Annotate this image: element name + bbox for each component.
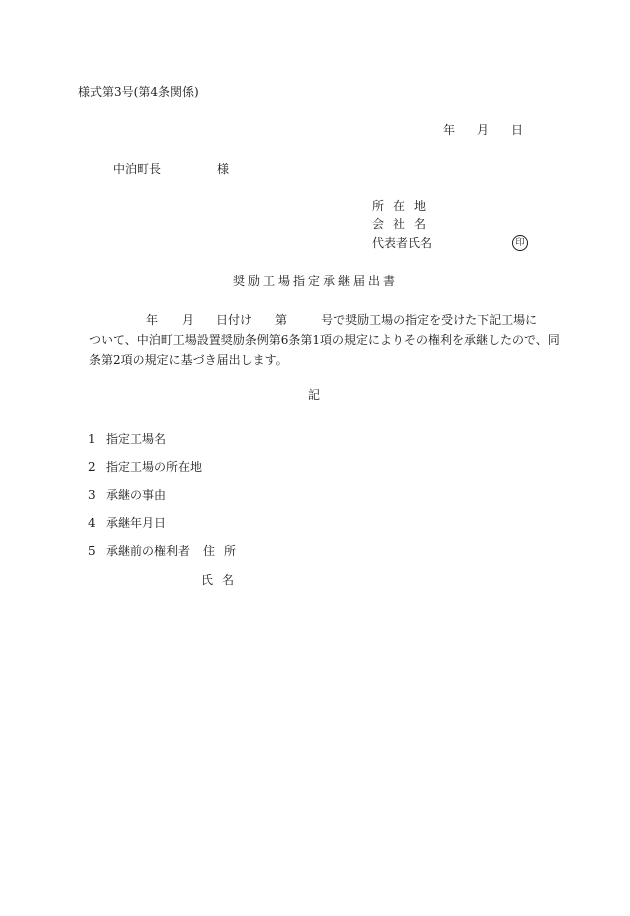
item-label: 指定工場名 [106, 432, 167, 446]
date-year: 年 [443, 123, 456, 137]
body-number-prefix: 第 [275, 313, 288, 327]
addressee-honorific: 様 [217, 162, 230, 176]
body-month: 月 [182, 313, 195, 327]
form-number: 様式第3号(第4条関係) [78, 85, 199, 99]
date-line [443, 122, 523, 138]
body-line-3: 条第2項の規定に基づき届出します。 [89, 353, 288, 367]
body-paragraph [89, 310, 560, 370]
item-number: 4 [88, 516, 96, 530]
applicant-representative-label: 代表者氏名 [372, 236, 433, 250]
item-number: 5 [88, 544, 96, 558]
body-number-suffix: 号で奨励工場の指定を受けた下記工場に [321, 313, 538, 327]
list-item [88, 487, 166, 503]
addressee-name: 中泊町長 [113, 162, 162, 176]
list-item [88, 543, 245, 559]
item-label: 指定工場の所在地 [106, 460, 203, 474]
document-title: 奨励工場指定承継届出書 [233, 274, 399, 288]
list-item [88, 515, 166, 531]
item-number: 3 [88, 488, 96, 502]
seal-mark: 印 [512, 235, 528, 251]
date-day: 日 [511, 123, 524, 137]
date-month: 月 [477, 123, 490, 137]
body-dated: 日付け [216, 313, 253, 327]
item-label: 承継年月日 [106, 516, 167, 530]
addressee [113, 161, 229, 177]
item-number: 2 [88, 460, 96, 474]
ki-heading: 記 [308, 388, 321, 402]
applicant-company-label: 会社名 [372, 217, 436, 231]
list-item [88, 431, 166, 447]
body-line-2: ついて、中泊町工場設置奨励条例第6条第1項の規定によりその権利を承継したので、同 [89, 333, 560, 347]
item5-name-label: 氏名 [201, 573, 244, 587]
body-line-1 [92, 310, 554, 330]
list-item [88, 459, 202, 475]
item-label: 承継の事由 [106, 488, 167, 502]
item-label: 承継前の権利者 [106, 544, 191, 558]
body-year: 年 [146, 313, 159, 327]
applicant-address-label: 所在地 [372, 199, 436, 213]
item-number: 1 [88, 432, 96, 446]
item-sub-label-address: 住所 [203, 544, 246, 558]
